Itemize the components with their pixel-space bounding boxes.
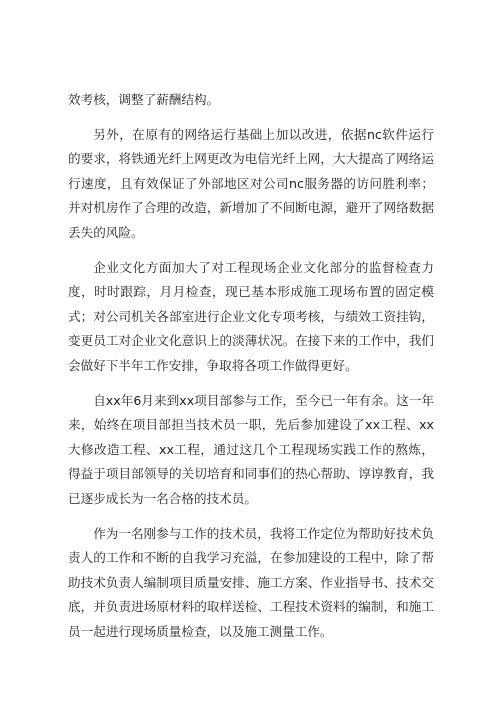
- document-body: [68, 88, 434, 654]
- paragraph-network: 另外，在原有的网络运行基础上加以改进，依据nc软件运行的要求，将铁通光纤上网更改为电信光纤上网，大大提高了网络运行速度，且有效保证了外部地区对公司nc服务器的访问胜利率；并对机房作了合理的改造，新增加了不间断电源，避开了网络数据丢失的风险。: [68, 126, 434, 240]
- paragraph-technician-role: 作为一名刚参与工作的技术员，我将工作定位为帮助好技术负责人的工作和不断的自我学习充溢，在参加建设的工程中，除了帮助技术负责人编制项目质量安排、施工方案、作业指导书、技术交底，并负责进场原材料的取样送检、工程技术资料的编制，和施工员一起进行现场质量检查，以及施工测量工作。: [68, 525, 434, 639]
- paragraph-continued: 效考核，调整了薪酬结构。: [68, 92, 220, 107]
- paragraph-corporate-culture: 企业文化方面加大了对工程现场企业文化部分的监督检查力度，时时跟踪，月月检查，现已基本形成施工现场布置的固定模式；对公司机关各部室进行企业文化专项考核，与绩效工资挂钩，变更员工对企业文化意识上的淡薄状况。在接下来的工作中，我们会做好下半年工作安排，争取将各项工作做得更好。: [68, 259, 434, 373]
- paragraph-project-experience: 自xx年6月来到xx项目部参与工作，至今已一年有余。这一年来，始终在项目部担当技术员一职，先后参加建设了xx工程、xx大修改造工程、xx工程，通过这几个工程现场实践工作的熬炼，得益于项目部领导的关切培育和同事们的热心帮助、谆谆教育，我已逐步成长为一名合格的技术员。: [68, 392, 434, 506]
